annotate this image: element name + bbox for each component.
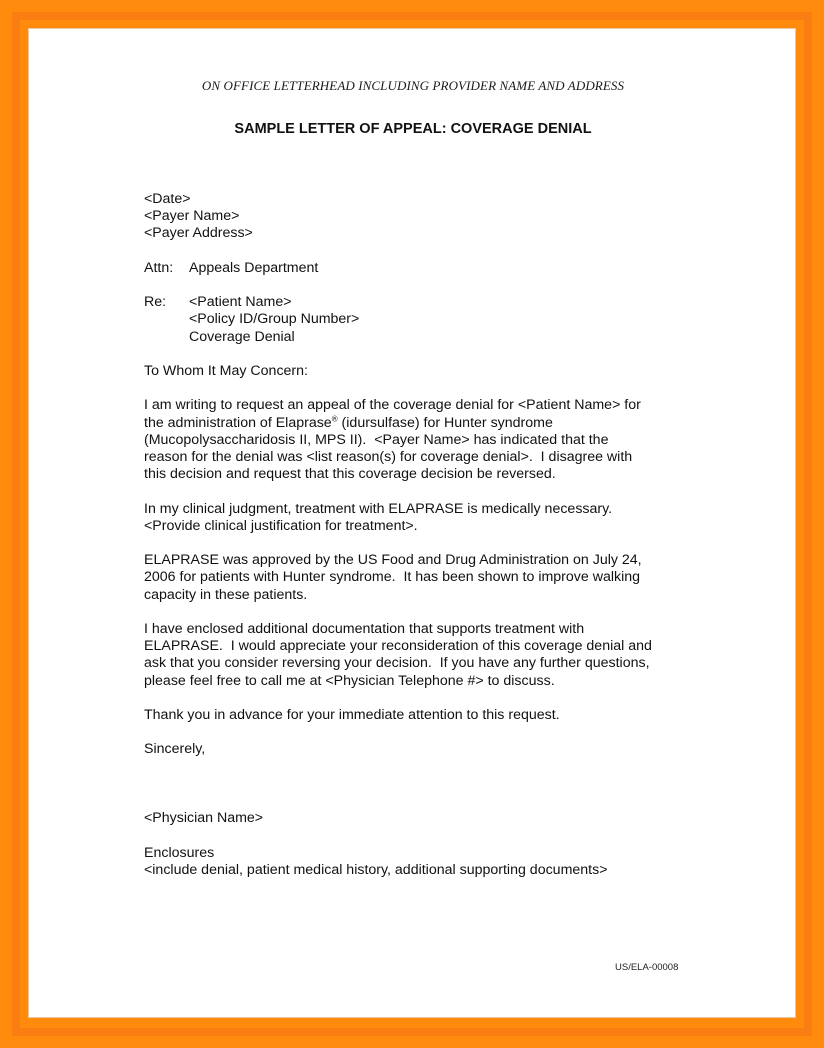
attn-value: Appeals Department <box>189 259 319 276</box>
paragraph-line: 2006 for patients with Hunter syndrome. It has been shown to improve walking <box>144 569 641 586</box>
salutation: To Whom It May Concern: <box>144 362 308 379</box>
paragraph-appeal-request <box>144 397 704 483</box>
paragraph-thank-you: Thank you in advance for your immediate attention to this request. <box>144 706 560 723</box>
letter-body <box>144 191 704 879</box>
re-patient: <Patient Name> <box>189 294 292 311</box>
paragraph-line: please feel free to call me at <Physician Telephone #> to discuss. <box>144 672 555 689</box>
paragraph-line: <Provide clinical justification for treatment>. <box>144 517 418 534</box>
letterhead-note: ON OFFICE LETTERHEAD INCLUDING PROVIDER NAME AND ADDRESS <box>201 78 625 93</box>
re-label: Re: <box>144 294 167 311</box>
signature-placeholder: <Physician Name> <box>144 810 264 827</box>
date-placeholder: <Date> <box>144 191 191 207</box>
document-code: US/ELA-00008 <box>615 962 679 973</box>
paragraph-line: ELAPRASE. I would appreciate your reconsideration of this coverage denial and <box>144 638 652 655</box>
attn-label: Attn: <box>144 259 174 276</box>
paragraph-line: this decision and request that this coverage decision be reversed. <box>144 466 556 483</box>
paragraph-fda-approval <box>144 552 704 604</box>
attn-line <box>144 260 704 277</box>
paragraph-line: I am writing to request an appeal of the coverage denial for <Patient Name> for <box>144 397 641 414</box>
paragraph-line: (Mucopolysaccharidosis II, MPS II). <Payer Name> has indicated that the <box>144 431 609 448</box>
paragraph-text: the administration of Elaprase <box>144 414 332 431</box>
paragraph-enclosed-documentation <box>144 621 704 690</box>
paragraph-text: (idursulfase) for Hunter syndrome <box>337 414 553 431</box>
re-policy: <Policy ID/Group Number> <box>189 311 360 328</box>
paragraph-line: ELAPRASE was approved by the US Food and Drug Administration on July 24, <box>144 552 642 569</box>
payer-name-placeholder: <Payer Name> <box>144 208 240 225</box>
re-subject: Coverage Denial <box>189 328 295 345</box>
closing: Sincerely, <box>144 741 206 758</box>
paragraph-line: I have enclosed additional documentation that supports treatment with <box>144 620 585 637</box>
registered-mark: ® <box>331 413 338 423</box>
enclosures-detail: <include denial, patient medical history, additional supporting documents> <box>144 861 608 878</box>
enclosures-label: Enclosures <box>144 844 215 861</box>
letter-title: SAMPLE LETTER OF APPEAL: COVERAGE DENIAL <box>234 121 592 137</box>
re-line <box>144 294 704 311</box>
paragraph-clinical-judgment <box>144 501 704 535</box>
letter-page <box>28 28 796 1018</box>
paragraph-line: In my clinical judgment, treatment with ELAPRASE is medically necessary. <box>144 500 613 517</box>
paragraph-line: ask that you consider reversing your decision. If you have any further questions, <box>144 655 650 672</box>
paragraph-line: capacity in these patients. <box>144 586 308 603</box>
paragraph-line: reason for the denial was <list reason(s) for coverage denial>. I disagree with <box>144 448 633 465</box>
payer-address-placeholder: <Payer Address> <box>144 225 253 242</box>
paragraph-line <box>144 415 704 432</box>
